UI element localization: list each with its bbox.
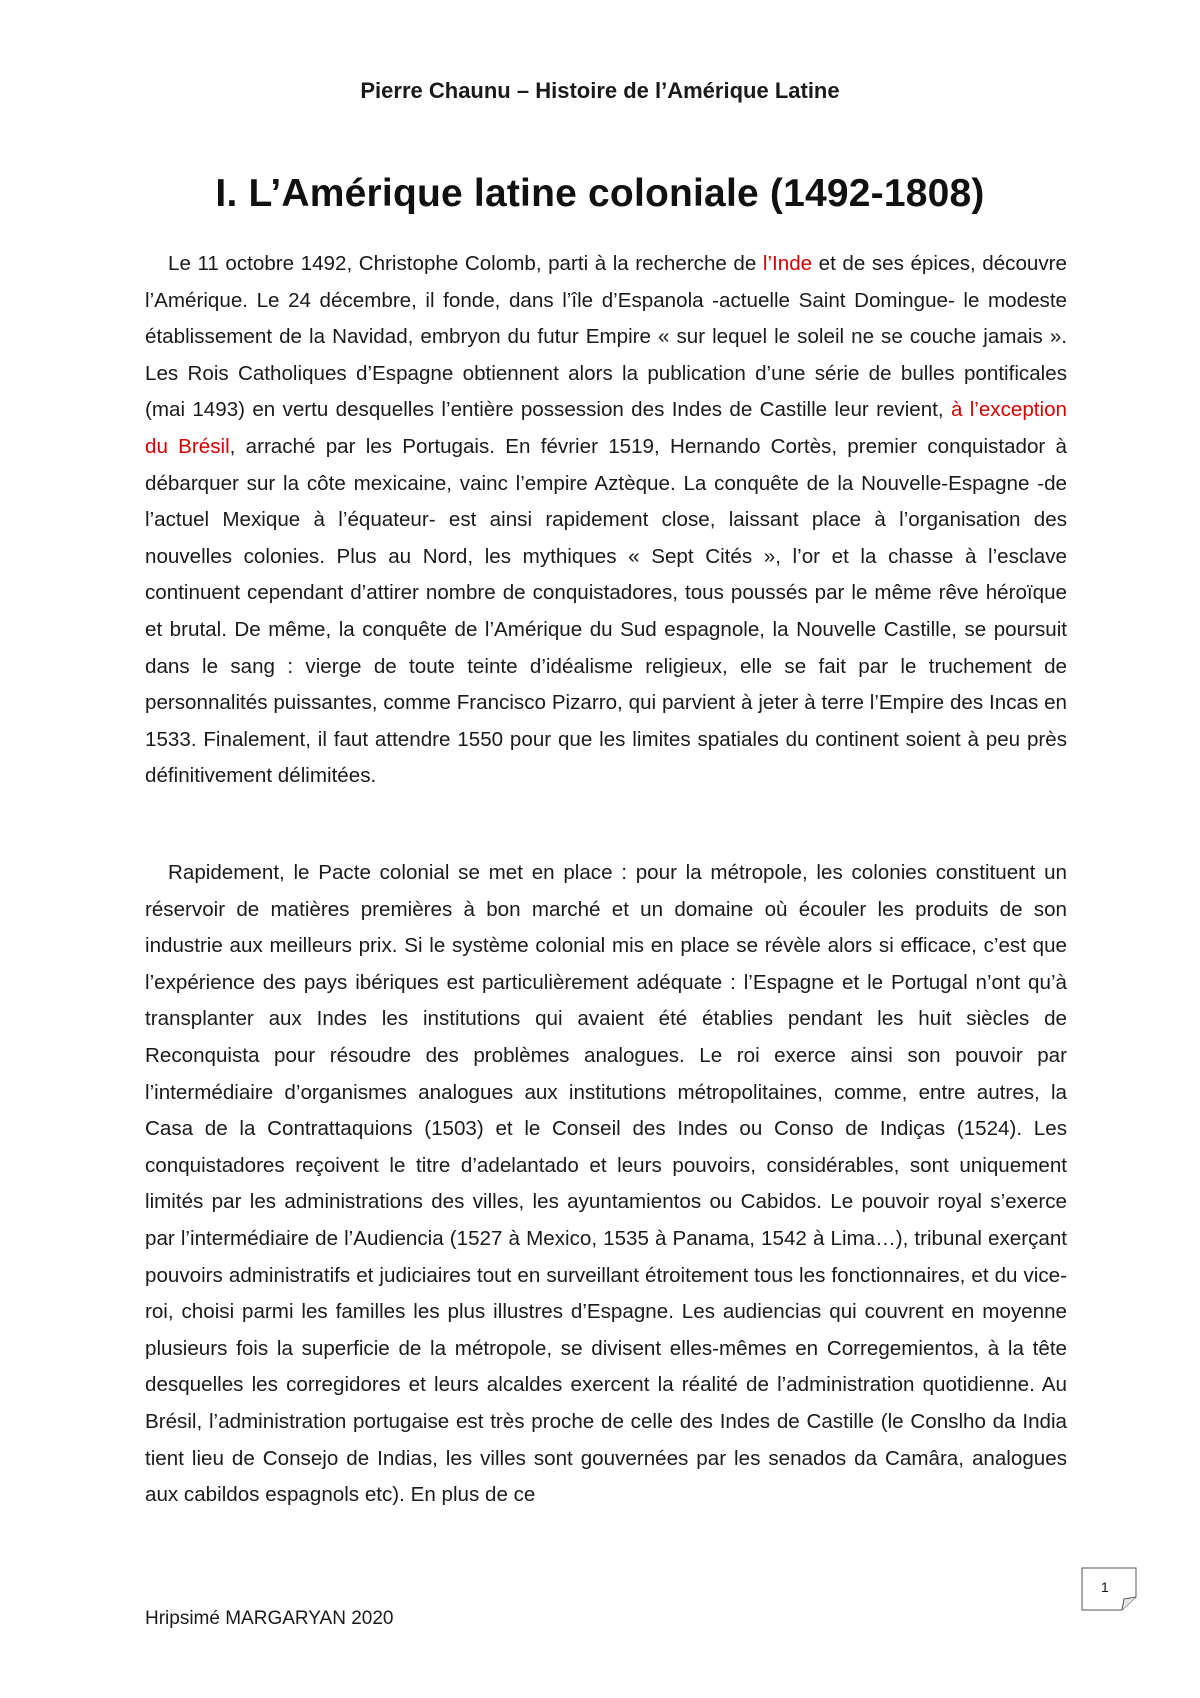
chapter-title: I. L’Amérique latine coloniale (1492-1808) <box>215 172 985 215</box>
highlight-bresil: à l’exception du Brésil <box>145 398 1068 458</box>
paragraph-2-text: Rapidement, le Pacte colonial se met en place : pour la métropole, les colonies constituent un réservoir de matières premières à bon marché et un domaine où écouler les produits de son industrie aux meilleurs prix. Si le système colonial mis en place se révèle alors si efficace, c’est que l’expérience des pays ibériques est particulièrement adéquate : l’Espagne et le Portugal n’ont qu’à transplanter aux Indes les institutions qui avaient été établies pendant les huit siècles de Reconquista pour résoudre des problèmes analogues. Le roi exerce ainsi son pouvoir par l’intermédiaire d’organismes analogues aux institutions métropolitaines, comme, entre autres, la Casa de la Contrattaquions (1503) et le Conseil des Indes ou Conso de Indiças (1524). Les conquistadores reçoivent le titre d’adelantado et leurs pouvoirs, considérables, sont uniquement limités par les administrations des villes, les ayuntamientos ou Cabidos. Le pouvoir royal s’exerce par l’intermédiaire de l’Audiencia (1527 à Mexico, 1535 à Panama, 1542 à Lima…), tribunal exerçant pouvoirs administratifs et judiciaires tout en surveillant étroitement tous les fonctionnaires, et du vice-roi, choisi parmi les familles les plus illustres d’Espagne. Les audiencias qui couvrent en moyenne plusieurs fois la superficie de la métropole, se divisent elles-mêmes en Corregemientos, à la tête desquelles les corregidores et leurs alcaldes exercent la réalité de l’administration quotidienne. Au Brésil, l’administration portugaise est très proche de celle des Indes de Castille (le Conslho da India tient lieu de Consejo de Indias, les villes sont gouvernées par les senados da Camâra, analogues aux cabildos espagnols etc). En plus de ce <box>145 861 1067 1507</box>
page-number: 1 <box>1101 1579 1109 1595</box>
folded-page-icon <box>1081 1567 1137 1611</box>
page-number-box <box>1081 1567 1137 1611</box>
paragraph-1-text-b: et de ses épices, découvre l’Amérique. Le 24 décembre, il fonde, dans l’île d’Espanola -actuelle Saint Domingue- le modeste établissement de la Navidad, embryon du futur Empire « sur lequel le soleil ne se couche jamais ». Les Rois Catholiques d’Espagne obtiennent alors la publication d’une série de bulles pontificales (mai 1493) en vertu desquelles l’entière possession des Indes de Castille leur revient, <box>145 252 1067 422</box>
paragraph-2 <box>145 855 1067 1514</box>
running-header: Pierre Chaunu – Histoire de l’Amérique Latine <box>360 78 840 103</box>
paragraph-1-text-c: , arraché par les Portugais. En février 1519, Hernando Cortès, premier conquistador à débarquer sur la côte mexicaine, vainc l’empire Aztèque. La conquête de la Nouvelle-Espagne -de l’actuel Mexique à l’équateur- est ainsi rapidement close, laissant place à l’organisation des nouvelles colonies. Plus au Nord, les mythiques « Sept Cités », l’or et la chasse à l’esclave continuent cependant d’attirer nombre de conquistadores, tous poussés par le même rêve héroïque et brutal. De même, la conquête de l’Amérique du Sud espagnole, la Nouvelle Castille, se poursuit dans le sang : vierge de toute teinte d’idéalisme religieux, elle se fait par le truchement de personnalités puissantes, comme Francisco Pizarro, qui parvient à jeter à terre l’Empire des Incas en 1533. Finalement, il faut attendre 1550 pour que les limites spatiales du continent soient à peu près définitivement délimitées. <box>145 434 1067 788</box>
footer-author: Hripsimé MARGARYAN 2020 <box>145 1608 394 1629</box>
paragraph-1 <box>145 246 1067 795</box>
paragraph-1-text-a: Le 11 octobre 1492, Christophe Colomb, parti à la recherche de <box>168 252 763 275</box>
highlight-inde: l’Inde <box>762 252 813 275</box>
